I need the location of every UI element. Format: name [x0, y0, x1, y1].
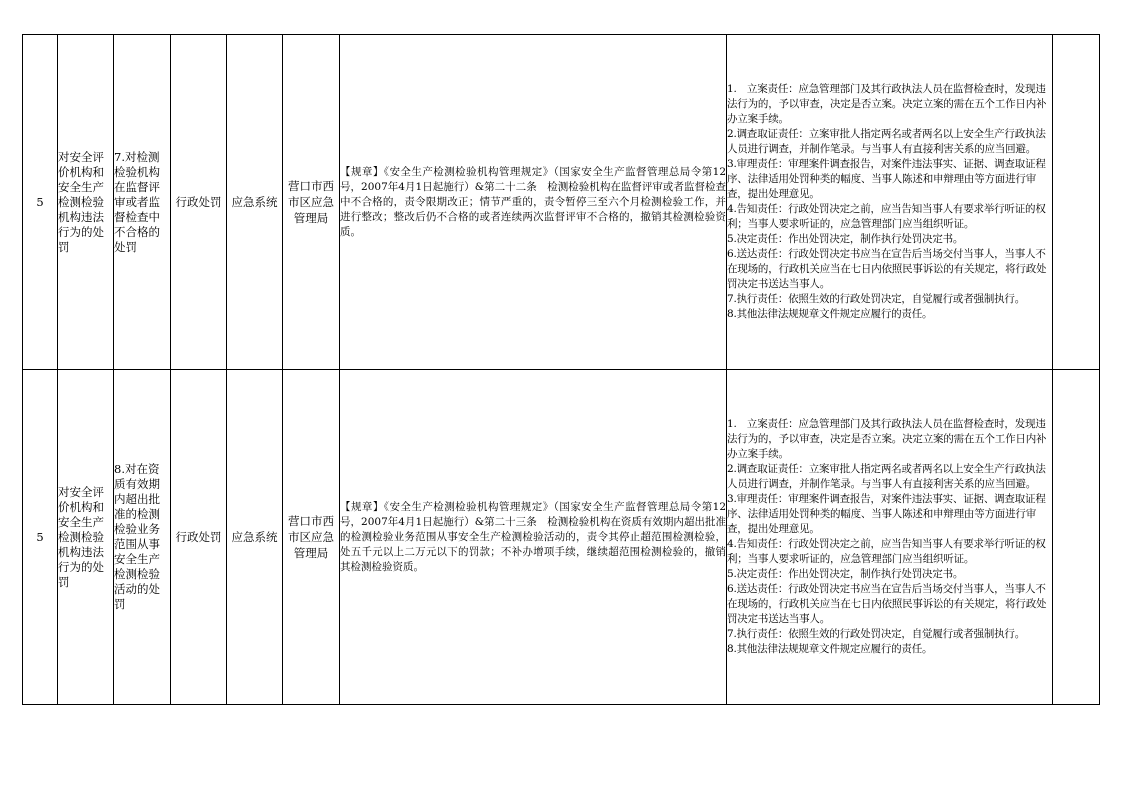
responsibility-item: 8.其他法律法规规章文件规定应履行的责任。	[727, 308, 933, 320]
row-index: 5	[23, 370, 58, 705]
responsibility-item: 1. 立案责任：应急管理部门及其行政执法人员在监督检查时，发现违法行为的，予以审查，决定是否立案。决定立案的需在五个工作日内补办立案手续。	[727, 83, 1047, 125]
responsibility-item: 6.送达责任：行政处罚决定书应当在宣告后当场交付当事人，当事人不在现场的，行政机关应当在七日内依照民事诉讼的有关规定，将行政处罚决定书送达当事人。	[727, 583, 1047, 625]
legal-basis: 【规章】《安全生产检测检验机构管理规定》（国家安全生产监督管理总局令第12号，2007年4月1日起施行）&第二十三条 检测检验机构在资质有效期内超出批准的检测检验业务范围从事安全生产检测检验活动的，责令其停止超范围检测检验，处五千元以上二万元以下的罚款；不补办增项手续，继续超范围检测检验的，撤销其检测检验资质。	[340, 370, 727, 705]
subitem-name: 8.对在资质有效期内超出批准的检测检验业务范围从事安全生产检测检验活动的处罚	[114, 370, 171, 705]
system-name: 应急系统	[227, 35, 283, 370]
responsibility-item: 2.调查取证责任：立案审批人指定两名或者两名以上安全生产行政执法人员进行调查，并制作笔录。与当事人有直接利害关系的应当回避。	[727, 463, 1046, 490]
responsibility-list	[727, 35, 1053, 370]
row-index: 5	[23, 35, 58, 370]
responsibility-item: 2.调查取证责任：立案审批人指定两名或者两名以上安全生产行政执法人员进行调查，并制作笔录。与当事人有直接利害关系的应当回避。	[727, 128, 1046, 155]
legal-basis: 【规章】《安全生产检测检验机构管理规定》（国家安全生产监督管理总局令第12号，2007年4月1日起施行）&第二十二条 检测检验机构在监督评审或者监督检查中不合格的，责令限期改正；情节严重的，责令暂停三至六个月检测检验工作，并进行整改；整改后仍不合格的或者连续两次监督评审不合格的，撤销其检测检验资质。	[340, 35, 727, 370]
responsibility-item: 7.执行责任：依照生效的行政处罚决定，自觉履行或者强制执行。	[727, 628, 1026, 640]
table-row	[23, 370, 1100, 705]
responsibility-item: 1. 立案责任：应急管理部门及其行政执法人员在监督检查时，发现违法行为的，予以审查，决定是否立案。决定立案的需在五个工作日内补办立案手续。	[727, 418, 1047, 460]
subitem-name: 7.对检测检验机构在监督评审或者监督检查中不合格的处罚	[114, 35, 171, 370]
responsibility-item: 5.决定责任：作出处罚决定，制作执行处罚决定书。	[727, 233, 964, 245]
remark-cell	[1053, 370, 1100, 705]
item-name: 对安全评价机构和安全生产检测检验机构违法行为的处罚	[58, 370, 114, 705]
responsibility-item: 7.执行责任：依照生效的行政处罚决定，自觉履行或者强制执行。	[727, 293, 1026, 305]
responsibility-item: 6.送达责任：行政处罚决定书应当在宣告后当场交付当事人，当事人不在现场的，行政机关应当在七日内依照民事诉讼的有关规定，将行政处罚决定书送达当事人。	[727, 248, 1047, 290]
power-type: 行政处罚	[171, 35, 227, 370]
responsibility-item: 5.决定责任：作出处罚决定，制作执行处罚决定书。	[727, 568, 964, 580]
item-name: 对安全评价机构和安全生产检测检验机构违法行为的处罚	[58, 35, 114, 370]
responsibility-item: 4.告知责任：行政处罚决定之前，应当告知当事人有要求举行听证的权利；当事人要求听证的，应急管理部门应当组织听证。	[727, 538, 1046, 565]
power-list-table	[22, 34, 1100, 705]
authority-name: 营口市西市区应急管理局	[283, 35, 340, 370]
system-name: 应急系统	[227, 370, 283, 705]
power-type: 行政处罚	[171, 370, 227, 705]
remark-cell	[1053, 35, 1100, 370]
responsibility-list	[727, 370, 1053, 705]
responsibility-item: 4.告知责任：行政处罚决定之前，应当告知当事人有要求举行听证的权利；当事人要求听证的，应急管理部门应当组织听证。	[727, 203, 1046, 230]
table-row	[23, 35, 1100, 370]
responsibility-item: 8.其他法律法规规章文件规定应履行的责任。	[727, 643, 933, 655]
responsibility-item: 3.审理责任：审理案件调查报告，对案件违法事实、证据、调查取证程序、法律适用处罚种类的幅度、当事人陈述和申辩理由等方面进行审查，提出处理意见。	[727, 493, 1046, 535]
authority-name: 营口市西市区应急管理局	[283, 370, 340, 705]
responsibility-item: 3.审理责任：审理案件调查报告，对案件违法事实、证据、调查取证程序、法律适用处罚种类的幅度、当事人陈述和申辩理由等方面进行审查，提出处理意见。	[727, 158, 1046, 200]
